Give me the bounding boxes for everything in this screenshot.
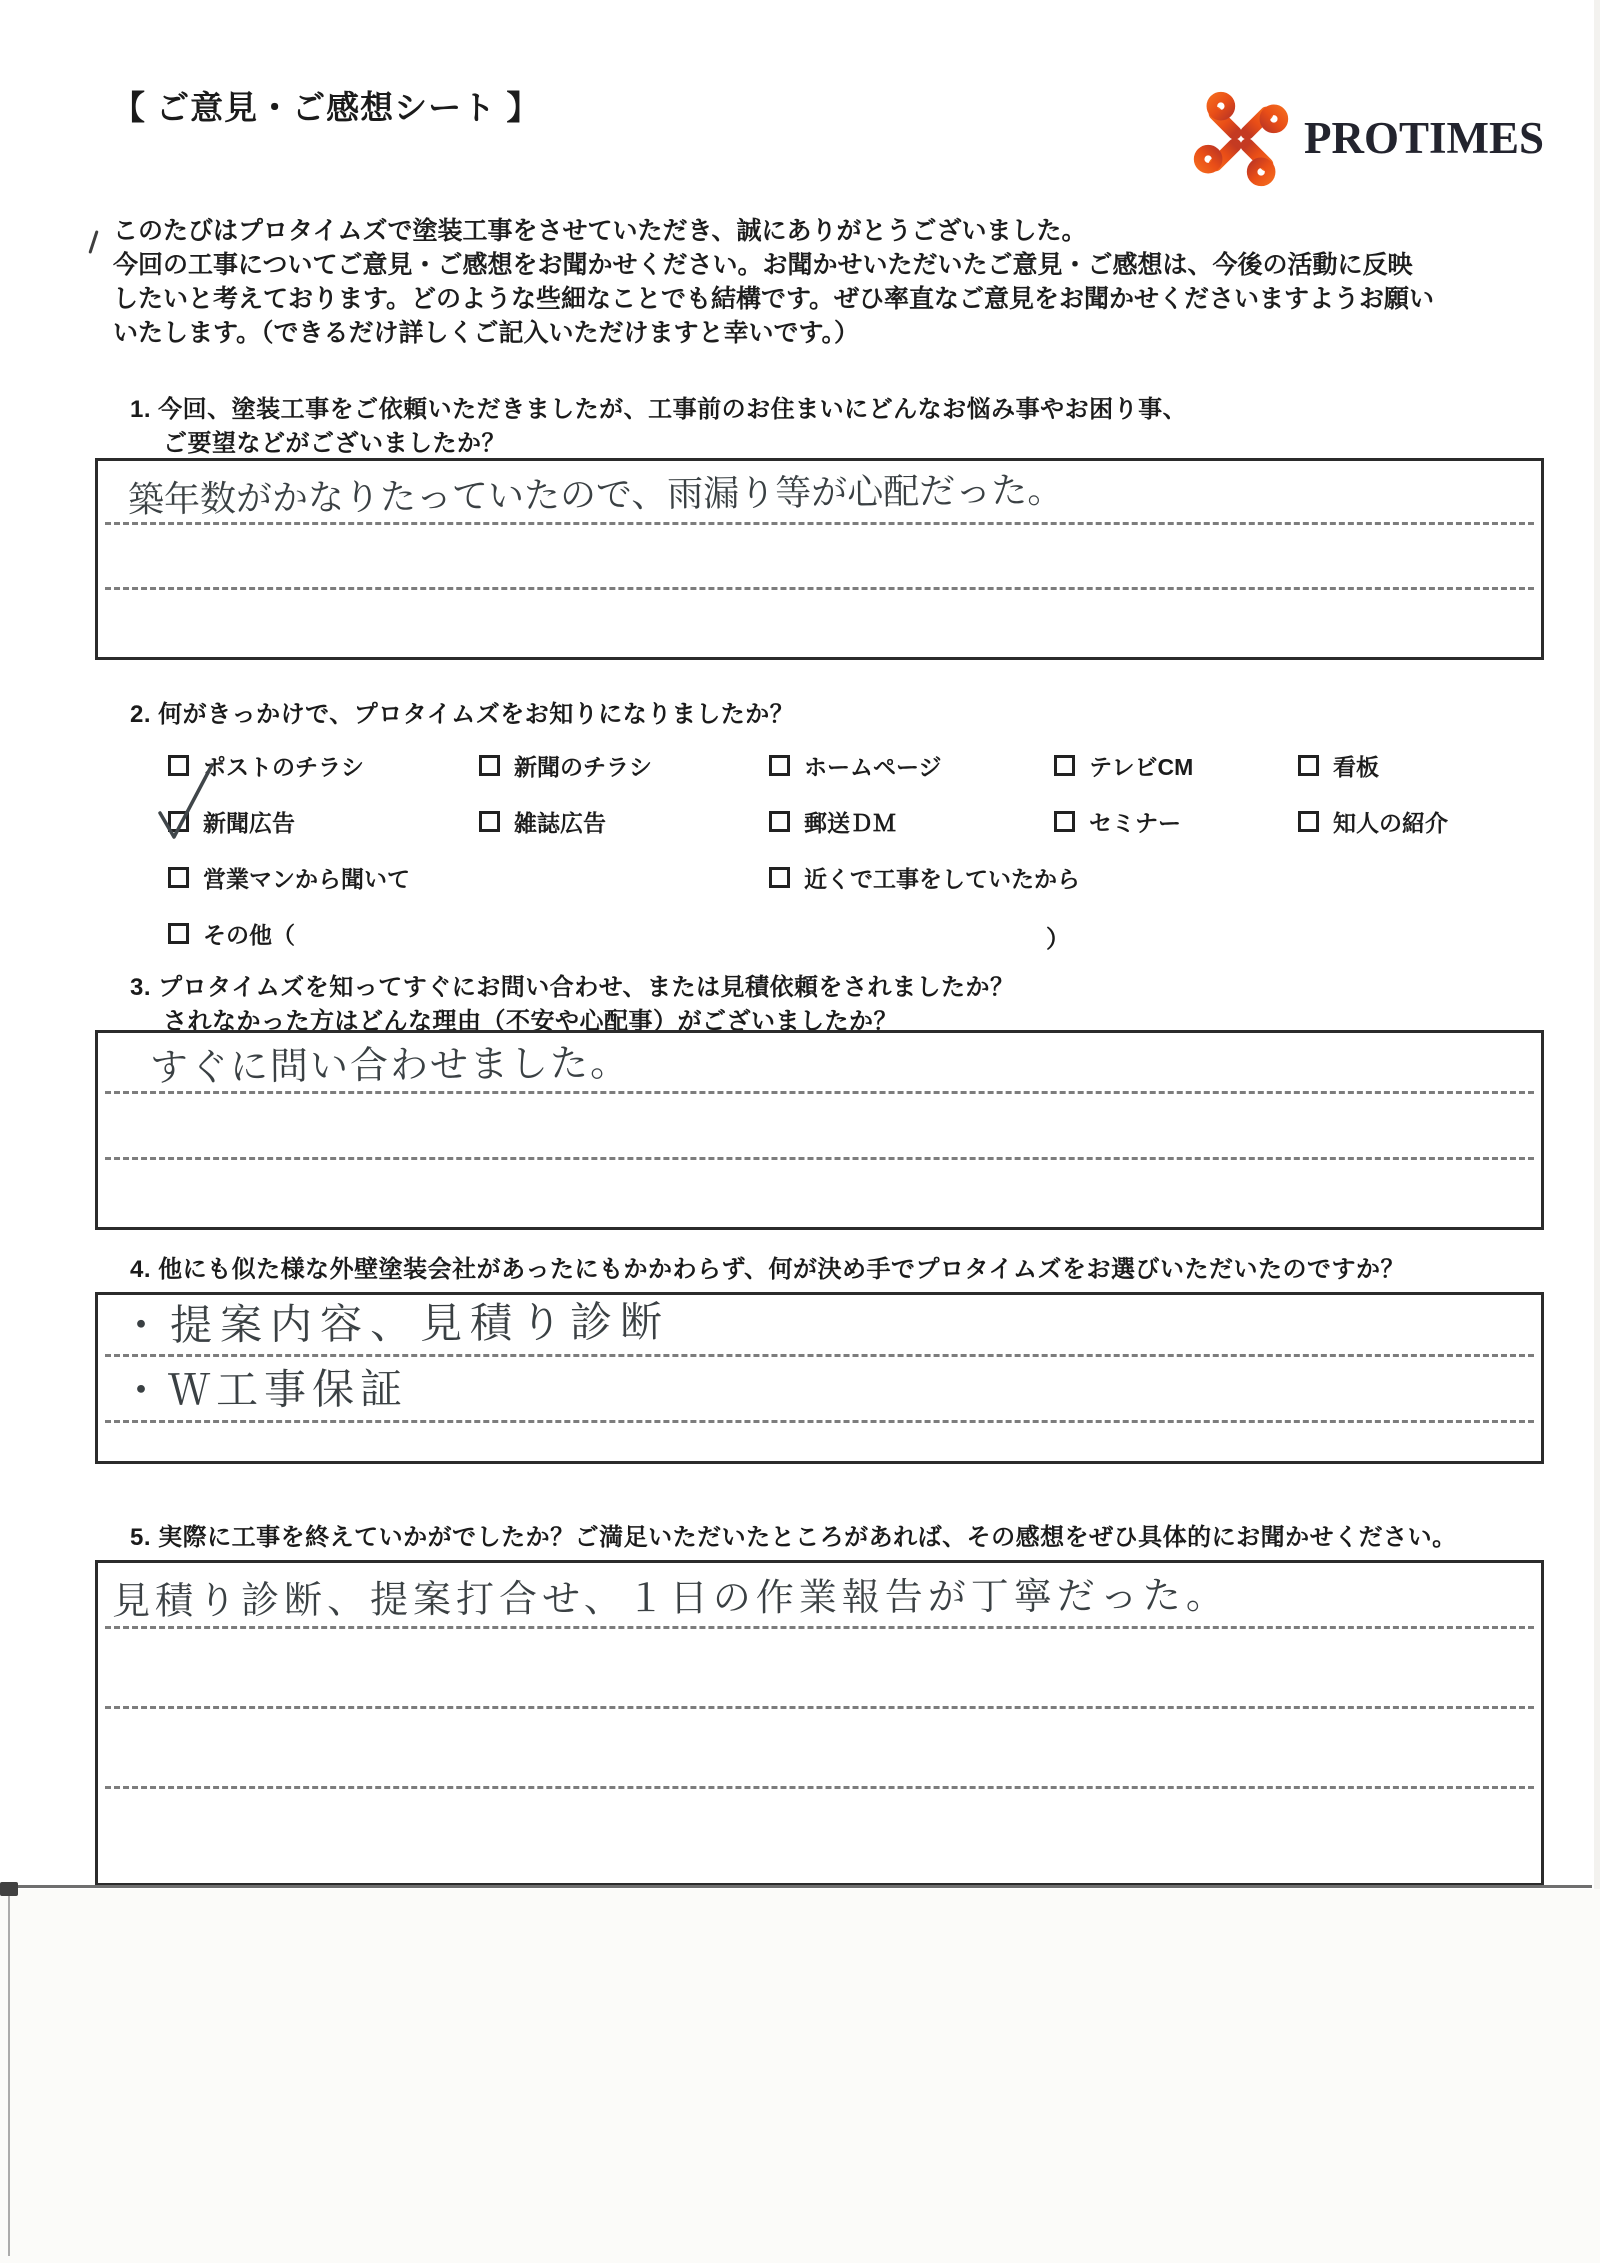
page-left-edge	[8, 1896, 10, 2256]
option-seminar	[1054, 807, 1181, 835]
option-shinbun-koukoku	[168, 807, 295, 835]
option-label: ポストのチラシ	[203, 753, 364, 780]
ruled-line	[105, 1420, 1534, 1423]
checkbox[interactable]	[479, 755, 500, 776]
handwritten-answer-q4-line-2: ・Ｗ工事保証	[119, 1363, 409, 1416]
option-label: 営業マンから聞いて	[203, 865, 410, 892]
option-sonota	[168, 919, 295, 947]
option-label: 看板	[1333, 753, 1379, 780]
option-post-no-chirashi	[168, 751, 364, 779]
option-label: 雑誌広告	[514, 809, 606, 836]
brand-name: PROTIMES	[1304, 113, 1545, 163]
handwritten-answer-q4-line-1: ・提案内容、見積り診断	[119, 1297, 671, 1350]
option-chijin-no-shokai	[1298, 807, 1448, 835]
ruled-line	[105, 1626, 1534, 1629]
pen-mark	[88, 230, 98, 254]
ruled-line	[105, 587, 1534, 590]
question-1-line-2: ご要望などがございましたか？	[163, 430, 506, 457]
checkbox[interactable]	[168, 867, 189, 888]
option-label: その他（	[203, 921, 295, 948]
handwritten-answer-q3: すぐに問い合わせました。	[149, 1040, 631, 1090]
question-3-line-2: されなかった方はどんな理由（不安や心配事）がございましたか？	[163, 1008, 898, 1035]
intro-line: このたびはプロタイムズで塗装工事をさせていただき、誠にありがとうございました。	[113, 217, 1087, 245]
option-shinbun-no-chirashi	[479, 751, 652, 779]
ruled-line	[105, 1157, 1534, 1160]
protimes-pinwheel-icon	[1182, 86, 1300, 192]
ruled-line	[105, 1706, 1534, 1709]
page-edge-line	[6, 1885, 1592, 1888]
option-label: テレビCM	[1089, 753, 1194, 780]
option-label: 郵送ＤＭ	[804, 809, 896, 836]
checkbox[interactable]	[1054, 755, 1075, 776]
option-homepage	[769, 751, 942, 779]
option-kanban	[1298, 751, 1379, 779]
intro-line: したいと考えております。どのような些細なことでも結構です。ぜひ率直なご意見をお聞かせくださいますようお願い	[113, 285, 1435, 313]
checkbox[interactable]	[1054, 811, 1075, 832]
checkbox[interactable]	[769, 811, 790, 832]
option-label: 近くで工事をしていたから	[804, 865, 1080, 892]
checkbox[interactable]	[769, 867, 790, 888]
ruled-line	[105, 1354, 1534, 1357]
option-label: ホームページ	[804, 753, 942, 780]
checkbox[interactable]	[769, 755, 790, 776]
handwritten-answer-q1: 築年数がかなりたっていたので、雨漏り等が心配だった。	[127, 470, 1064, 521]
intro-line: いたします。（できるだけ詳しくご記入いただけますと幸いです。）	[113, 319, 860, 347]
question-3-line-1: 3. プロタイムズを知ってすぐにお問い合わせ、または見積依頼をされましたか？	[130, 974, 1015, 1001]
option-label: 知人の紹介	[1333, 809, 1448, 836]
option-eigyoman	[168, 863, 410, 891]
checkbox[interactable]	[479, 811, 500, 832]
page-title: 【 ご意見・ご感想シート 】	[112, 89, 541, 126]
option-label: 新聞広告	[203, 809, 295, 836]
handwritten-answer-q5: 見積り診断、提案打合せ、１日の作業報告が丁寧だった。	[111, 1573, 1229, 1623]
checkbox[interactable]	[168, 755, 189, 776]
page-edge-corner	[0, 1882, 18, 1896]
checkbox[interactable]	[168, 811, 189, 832]
checkbox[interactable]	[1298, 811, 1319, 832]
checkbox[interactable]	[1298, 755, 1319, 776]
next-page-area	[0, 1889, 1600, 2263]
option-tv-cm	[1054, 751, 1193, 779]
question-4-line: 4. 他にも似た様な外壁塗装会社があったにもかかわらず、何が決め手でプロタイムズをお選びいただいたのですか？	[130, 1256, 1406, 1283]
other-close-paren: ）	[1046, 926, 1070, 953]
question-5-line: 5. 実際に工事を終えていかがでしたか？ご満足いただいたところがあれば、その感想をぜひ具体的にお聞かせください。	[130, 1524, 1457, 1551]
question-1-line-1: 1. 今回、塗装工事をご依頼いただきましたが、工事前のお住まいにどんなお悩み事やお困り事、	[130, 396, 1188, 423]
option-label: セミナー	[1089, 809, 1181, 836]
question-2-line: 2. 何がきっかけで、プロタイムズをお知りになりましたか？	[130, 701, 795, 728]
intro-paragraph	[113, 214, 1434, 350]
option-yuso-dm	[769, 807, 896, 835]
ruled-line	[105, 1786, 1534, 1789]
option-label: 新聞のチラシ	[514, 753, 652, 780]
option-zasshi-koukoku	[479, 807, 606, 835]
intro-line: 今回の工事についてご意見・ご感想をお聞かせください。お聞かせいただいたご意見・ご感想は、今後の活動に反映	[113, 251, 1413, 279]
option-chikaku-de-kouji	[769, 863, 1080, 891]
checkbox[interactable]	[168, 923, 189, 944]
